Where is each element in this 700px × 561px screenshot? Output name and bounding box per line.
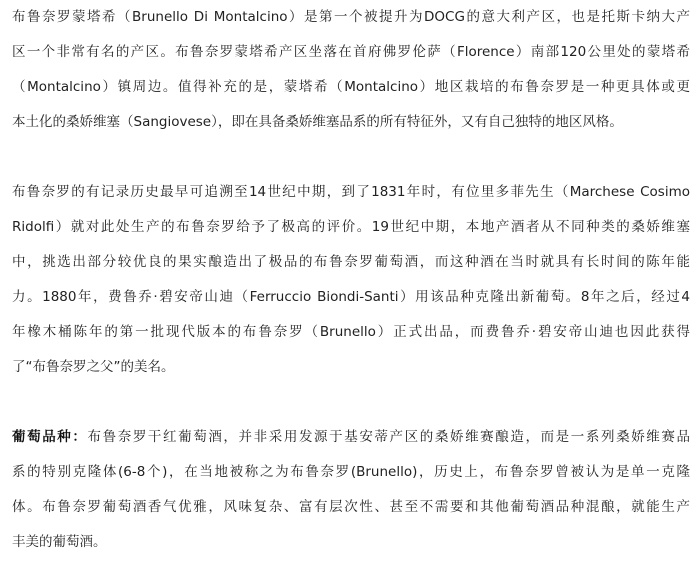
text-line: 年橡木桶陈年的第一批现代版本的布鲁奈罗（Brunello）正式出品，而费鲁乔·碧安帝山迪也因此获得 (12, 324, 690, 340)
text-segment: 布鲁奈罗干红葡萄酒，并非采用发源于基安蒂产区的桑娇维赛酿造，而是一系列桑娇维赛品 (87, 429, 690, 445)
text-line: 本土化的桑娇维塞（Sangiovese），即在具备桑娇维塞品系的所有特征外，又有自己独特的地区风格。 (12, 114, 623, 130)
article-body (12, 0, 690, 560)
text-line: 力。1880年，费鲁乔·碧安帝山迪（Ferruccio Biondi-Santi）用该品种克隆出新葡萄。8年之后，经过4 (12, 289, 690, 305)
paragraph-spacer (12, 385, 690, 420)
text-line: 区一个非常有名的产区。布鲁奈罗蒙塔希产区坐落在首府佛罗伦萨（Florence）南部120公里处的蒙塔希 (12, 44, 690, 60)
text-line: 体。布鲁奈罗葡萄酒香气优雅，风味复杂、富有层次性、甚至不需要和其他葡萄酒品种混酿，就能生产 (12, 499, 690, 515)
text-line: 布鲁奈罗蒙塔希（Brunello Di Montalcino）是第一个被提升为DOCG的意大利产区，也是托斯卡纳大产 (12, 9, 690, 25)
text-line (12, 420, 690, 455)
text-line: 丰美的葡萄酒。 (12, 534, 107, 550)
paragraph-grape-variety (12, 420, 690, 560)
text-line: Ridolfi）就对此处生产的布鲁奈罗给予了极高的评价。19世纪中期，本地产酒者从不同种类的桑娇维塞 (12, 219, 690, 235)
text-line: 了“布鲁奈罗之父”的美名。 (12, 359, 175, 375)
text-line: 布鲁奈罗的有记录历史最早可追溯至14世纪中期，到了1831年时，有位里多菲先生（Marchese Cosimo (12, 184, 690, 200)
paragraph-history (12, 175, 690, 385)
grape-variety-label: 葡萄品种： (12, 429, 88, 445)
text-line: 系的特别克隆体(6-8个)，在当地被称之为布鲁奈罗(Brunello)，历史上，布鲁奈罗曾被认为是单一克隆 (12, 464, 690, 480)
text-line: （Montalcino）镇周边。值得补充的是，蒙塔希（Montalcino）地区栽培的布鲁奈罗是一种更具体或更 (12, 79, 690, 95)
text-line: 中，挑选出部分较优良的果实酿造出了极品的布鲁奈罗葡萄酒，而这种酒在当时就具有长时间的陈年能 (12, 254, 690, 270)
paragraph-intro (12, 0, 690, 140)
paragraph-spacer (12, 140, 690, 175)
